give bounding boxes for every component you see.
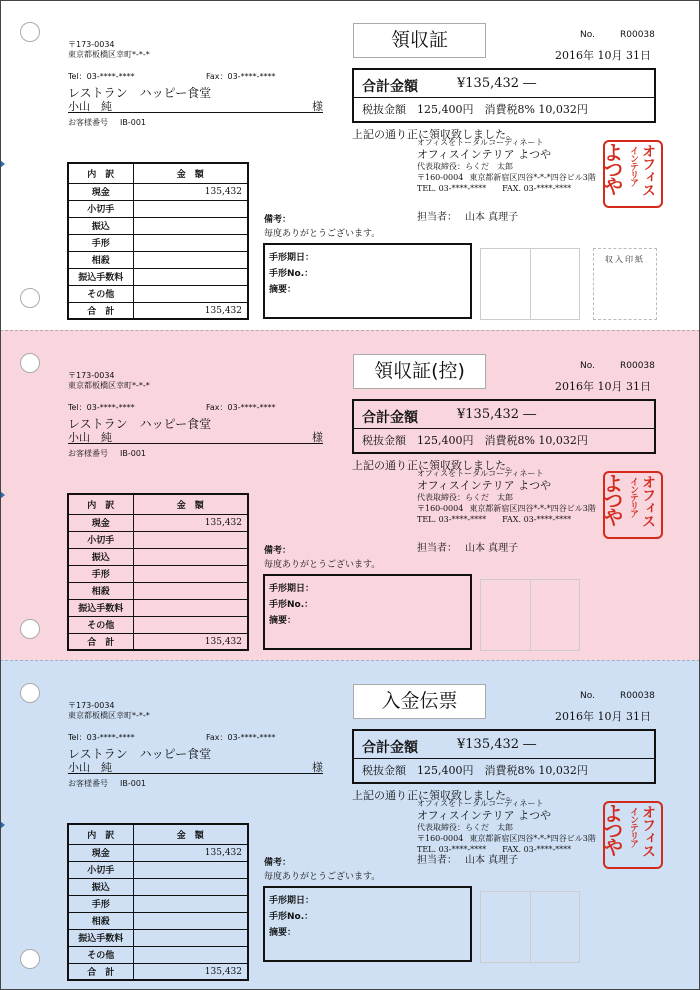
seal-line-3: よつや xyxy=(600,803,624,854)
row-label: 小切手 xyxy=(69,531,133,548)
customer-number-label: お客様番号 xyxy=(68,779,108,788)
table-row xyxy=(69,217,247,234)
customer-honorific: 様 xyxy=(312,761,323,774)
bill-due-label: 手形期日： xyxy=(269,584,315,594)
customer-address: 東京都板橋区幸町*-*-* xyxy=(68,381,150,390)
row-label: 振込 xyxy=(69,217,133,234)
remarks-text: 毎度ありがとうございます。 xyxy=(264,229,381,239)
table-row xyxy=(69,878,247,895)
issuer-postal: 〒160-0004 xyxy=(417,173,464,182)
binder-hole xyxy=(20,288,40,308)
table-row xyxy=(69,895,247,912)
remarks-label: 備考： xyxy=(264,858,292,868)
customer-name-line xyxy=(68,98,323,113)
customer-address: 東京都板橋区幸町*-*-* xyxy=(68,711,150,720)
staff-label: 担当者： xyxy=(417,855,457,866)
staff-name: 山本 真理子 xyxy=(465,212,519,223)
bill-due-label: 手形期日： xyxy=(269,253,315,263)
customer-person: 小山 純 xyxy=(68,761,112,774)
triangle-marker-icon xyxy=(0,821,5,829)
customer-number-value: IB-001 xyxy=(120,449,147,458)
binder-hole xyxy=(20,353,40,373)
received-statement: 上記の通り正に領収致しました。 xyxy=(352,459,517,472)
table-row xyxy=(69,599,247,616)
row-value xyxy=(133,616,247,633)
triangle-marker-icon xyxy=(0,491,5,499)
customer-tel: Tel：03-****-**** xyxy=(68,403,135,412)
table-row xyxy=(69,912,247,929)
row-label: 現金 xyxy=(69,183,133,200)
issuer-representative: 代表取締役：らくだ 太郎 xyxy=(417,823,513,832)
staff-name: 山本 真理子 xyxy=(465,855,519,866)
total-amount-box xyxy=(352,68,656,123)
row-label: その他 xyxy=(69,946,133,963)
table-row xyxy=(69,200,247,217)
bill-no-label: 手形No.： xyxy=(269,912,314,922)
company-seal-icon xyxy=(600,801,663,869)
seal-line-1: オフィス xyxy=(640,144,656,196)
row-value xyxy=(133,268,247,285)
staff-in-charge xyxy=(417,208,518,223)
row-label: 手形 xyxy=(69,234,133,251)
row-label: 合 計 xyxy=(69,633,133,650)
table-row xyxy=(69,861,247,878)
table-row xyxy=(69,285,247,302)
issuer-tel: TEL. 03-****-**** xyxy=(417,515,487,524)
row-value xyxy=(133,531,247,548)
customer-name-line xyxy=(68,759,323,774)
triangle-marker-icon xyxy=(0,160,5,168)
received-statement: 上記の通り正に領収致しました。 xyxy=(352,128,517,141)
seal-line-2: インテリア xyxy=(628,807,638,847)
staff-in-charge xyxy=(417,851,518,866)
issuer-tagline: オフィスをトータルコーディネート xyxy=(417,138,544,147)
issue-date: 2016年 10月 31日 xyxy=(555,710,651,723)
customer-tel-fax xyxy=(68,733,298,743)
row-label: 小切手 xyxy=(69,861,133,878)
receipt-sheet-original xyxy=(0,0,700,330)
row-value: 135,432 xyxy=(204,966,242,977)
document-title: 入金伝票 xyxy=(353,684,486,719)
row-value xyxy=(133,895,247,912)
issuer-name: オフィスインテリア よつや xyxy=(417,479,552,492)
row-value xyxy=(133,878,247,895)
customer-number-label: お客様番号 xyxy=(68,449,108,458)
staff-in-charge xyxy=(417,539,518,554)
customer-fax: Fax：03-****-**** xyxy=(206,72,276,81)
remarks-label: 備考： xyxy=(264,546,292,556)
receipt-sheet-copy xyxy=(0,330,700,660)
remarks-text: 毎度ありがとうございます。 xyxy=(264,560,381,570)
document-title: 領収証(控) xyxy=(353,354,486,389)
row-label: 振込手数料 xyxy=(69,929,133,946)
row-value: 135,432 xyxy=(204,305,242,316)
staff-label: 担当者： xyxy=(417,543,457,554)
issuer-tel: TEL. 03-****-**** xyxy=(417,845,487,854)
total-amount-box xyxy=(352,399,656,454)
binder-hole xyxy=(20,22,40,42)
customer-address-block xyxy=(68,371,150,391)
total-label: 合計金額 xyxy=(362,740,418,756)
customer-number xyxy=(68,118,146,128)
remarks-label: 備考： xyxy=(264,215,292,225)
deposit-slip-sheet xyxy=(0,660,700,990)
row-value xyxy=(133,582,247,599)
row-value: 135,432 xyxy=(133,514,247,531)
row-label: 相殺 xyxy=(69,912,133,929)
issuer-postal: 〒160-0004 xyxy=(417,834,464,843)
customer-number-value: IB-001 xyxy=(120,779,147,788)
issue-date: 2016年 10月 31日 xyxy=(555,380,651,393)
customer-company: レストラン ハッピー食堂 xyxy=(68,86,212,100)
bill-details-box xyxy=(263,574,472,650)
customer-company: レストラン ハッピー食堂 xyxy=(68,417,212,431)
slip-number-value: R00038 xyxy=(620,30,655,40)
customer-address-block xyxy=(68,40,150,60)
table-row xyxy=(69,251,247,268)
customer-honorific: 様 xyxy=(312,431,323,444)
row-label: 小切手 xyxy=(69,200,133,217)
bill-no-label: 手形No.： xyxy=(269,269,314,279)
row-label: 相殺 xyxy=(69,251,133,268)
slip-number-label: No. xyxy=(580,30,595,40)
slip-number xyxy=(580,30,655,40)
row-value: 135,432 xyxy=(133,183,247,200)
issuer-representative: 代表取締役：らくだ 太郎 xyxy=(417,162,513,171)
row-value xyxy=(133,234,247,251)
bill-no-label: 手形No.： xyxy=(269,600,314,610)
customer-number xyxy=(68,779,146,789)
row-value xyxy=(133,251,247,268)
approval-stamp-area xyxy=(480,579,580,651)
seal-line-3: よつや xyxy=(600,142,624,193)
customer-name-line xyxy=(68,429,323,444)
row-label: 手形 xyxy=(69,895,133,912)
seal-line-1: オフィス xyxy=(640,805,656,857)
slip-number xyxy=(580,691,655,701)
customer-postal: 〒173-0034 xyxy=(68,701,115,710)
row-value xyxy=(133,599,247,616)
received-statement: 上記の通り正に領収致しました。 xyxy=(352,789,517,802)
table-row xyxy=(69,302,247,319)
row-label: 合 計 xyxy=(69,963,133,980)
customer-number xyxy=(68,449,146,459)
total-amount: ¥135,432 ― xyxy=(457,76,537,91)
row-value xyxy=(133,861,247,878)
issuer-fax: FAX. 03-****-**** xyxy=(502,184,572,193)
row-value xyxy=(133,565,247,582)
company-seal-icon xyxy=(600,471,663,539)
customer-number-value: IB-001 xyxy=(120,118,147,127)
bill-details-box xyxy=(263,886,472,962)
staff-label: 担当者： xyxy=(417,212,457,223)
seal-line-3: よつや xyxy=(600,473,624,524)
payment-breakdown-table xyxy=(67,493,249,651)
customer-tel: Tel：03-****-**** xyxy=(68,72,135,81)
slip-number-label: No. xyxy=(580,691,595,701)
row-label: 合 計 xyxy=(69,302,133,319)
table-row xyxy=(69,929,247,946)
seal-line-1: オフィス xyxy=(640,475,656,527)
approval-stamp-area xyxy=(480,891,580,963)
seal-line-2: インテリア xyxy=(628,146,638,186)
table-row xyxy=(69,514,247,531)
bill-details-box xyxy=(263,243,472,319)
row-value xyxy=(133,946,247,963)
breakdown-header-amount: 金 額 xyxy=(133,825,247,844)
binder-hole xyxy=(20,949,40,969)
issuer-address: 東京都新宿区四谷*-*-*四谷ビル3階 xyxy=(469,504,596,513)
row-label: 振込手数料 xyxy=(69,268,133,285)
customer-address: 東京都板橋区幸町*-*-* xyxy=(68,50,150,59)
customer-tel: Tel：03-****-**** xyxy=(68,733,135,742)
issuer-tagline: オフィスをトータルコーディネート xyxy=(417,469,544,478)
row-value: 135,432 xyxy=(204,636,242,647)
tax-breakdown: 税抜金額 125,400円 消費税8% 10,032円 xyxy=(362,434,588,447)
table-row xyxy=(69,183,247,200)
issuer-fax: FAX. 03-****-**** xyxy=(502,515,572,524)
row-value: 135,432 xyxy=(133,844,247,861)
bill-due-label: 手形期日： xyxy=(269,896,315,906)
issue-date: 2016年 10月 31日 xyxy=(555,49,651,62)
breakdown-header-amount: 金 額 xyxy=(133,164,247,183)
issuer-name: オフィスインテリア よつや xyxy=(417,148,552,161)
remarks-text: 毎度ありがとうございます。 xyxy=(264,872,381,882)
issuer-tel: TEL. 03-****-**** xyxy=(417,184,487,193)
slip-number xyxy=(580,361,655,371)
customer-person: 小山 純 xyxy=(68,431,112,444)
row-label: 相殺 xyxy=(69,582,133,599)
row-value xyxy=(133,200,247,217)
company-seal-icon xyxy=(600,140,663,208)
customer-postal: 〒173-0034 xyxy=(68,40,115,49)
slip-number-value: R00038 xyxy=(620,361,655,371)
customer-honorific: 様 xyxy=(312,100,323,113)
revenue-stamp-box: 収入印紙 xyxy=(593,248,657,320)
total-amount: ¥135,432 ― xyxy=(457,737,537,752)
issuer-representative: 代表取締役：らくだ 太郎 xyxy=(417,493,513,502)
row-label: 振込手数料 xyxy=(69,599,133,616)
total-label: 合計金額 xyxy=(362,410,418,426)
approval-stamp-area xyxy=(480,248,580,320)
binder-hole xyxy=(20,683,40,703)
table-row xyxy=(69,531,247,548)
row-value xyxy=(133,929,247,946)
breakdown-header-item: 内 訳 xyxy=(69,164,133,183)
customer-person: 小山 純 xyxy=(68,100,112,113)
customer-tel-fax xyxy=(68,72,298,82)
total-amount: ¥135,432 ― xyxy=(457,407,537,422)
slip-number-label: No. xyxy=(580,361,595,371)
customer-address-block xyxy=(68,701,150,721)
row-label: その他 xyxy=(69,616,133,633)
table-row xyxy=(69,963,247,980)
table-row xyxy=(69,582,247,599)
payment-breakdown-table xyxy=(67,823,249,981)
customer-fax: Fax：03-****-**** xyxy=(206,403,276,412)
issuer-tagline: オフィスをトータルコーディネート xyxy=(417,799,544,808)
bill-summary-label: 摘要： xyxy=(269,616,297,626)
issuer-name: オフィスインテリア よつや xyxy=(417,809,552,822)
bill-summary-label: 摘要： xyxy=(269,928,297,938)
issuer-fax: FAX. 03-****-**** xyxy=(502,845,572,854)
issuer-postal: 〒160-0004 xyxy=(417,504,464,513)
payment-breakdown-table xyxy=(67,162,249,320)
table-row xyxy=(69,946,247,963)
row-label: 振込 xyxy=(69,548,133,565)
tax-breakdown: 税抜金額 125,400円 消費税8% 10,032円 xyxy=(362,103,588,116)
table-row xyxy=(69,565,247,582)
total-amount-box xyxy=(352,729,656,784)
remarks xyxy=(264,544,380,572)
remarks xyxy=(264,856,380,884)
table-row xyxy=(69,633,247,650)
tax-breakdown: 税抜金額 125,400円 消費税8% 10,032円 xyxy=(362,764,588,777)
slip-number-value: R00038 xyxy=(620,691,655,701)
customer-number-label: お客様番号 xyxy=(68,118,108,127)
customer-tel-fax xyxy=(68,403,298,413)
document-title: 領収証 xyxy=(353,23,486,58)
customer-company: レストラン ハッピー食堂 xyxy=(68,747,212,761)
row-label: 現金 xyxy=(69,844,133,861)
table-row xyxy=(69,616,247,633)
row-label: その他 xyxy=(69,285,133,302)
row-label: 手形 xyxy=(69,565,133,582)
breakdown-header-item: 内 訳 xyxy=(69,495,133,514)
total-label: 合計金額 xyxy=(362,79,418,95)
row-label: 現金 xyxy=(69,514,133,531)
table-row xyxy=(69,234,247,251)
staff-name: 山本 真理子 xyxy=(465,543,519,554)
issuer-address: 東京都新宿区四谷*-*-*四谷ビル3階 xyxy=(469,173,596,182)
table-row xyxy=(69,268,247,285)
table-row xyxy=(69,844,247,861)
issuer-address: 東京都新宿区四谷*-*-*四谷ビル3階 xyxy=(469,834,596,843)
breakdown-header-item: 内 訳 xyxy=(69,825,133,844)
row-value xyxy=(133,912,247,929)
binder-hole xyxy=(20,619,40,639)
remarks xyxy=(264,213,380,241)
row-label: 振込 xyxy=(69,878,133,895)
table-row xyxy=(69,548,247,565)
row-value xyxy=(133,285,247,302)
row-value xyxy=(133,217,247,234)
customer-fax: Fax：03-****-**** xyxy=(206,733,276,742)
customer-postal: 〒173-0034 xyxy=(68,371,115,380)
bill-summary-label: 摘要： xyxy=(269,285,297,295)
breakdown-header-amount: 金 額 xyxy=(133,495,247,514)
seal-line-2: インテリア xyxy=(628,477,638,517)
row-value xyxy=(133,548,247,565)
